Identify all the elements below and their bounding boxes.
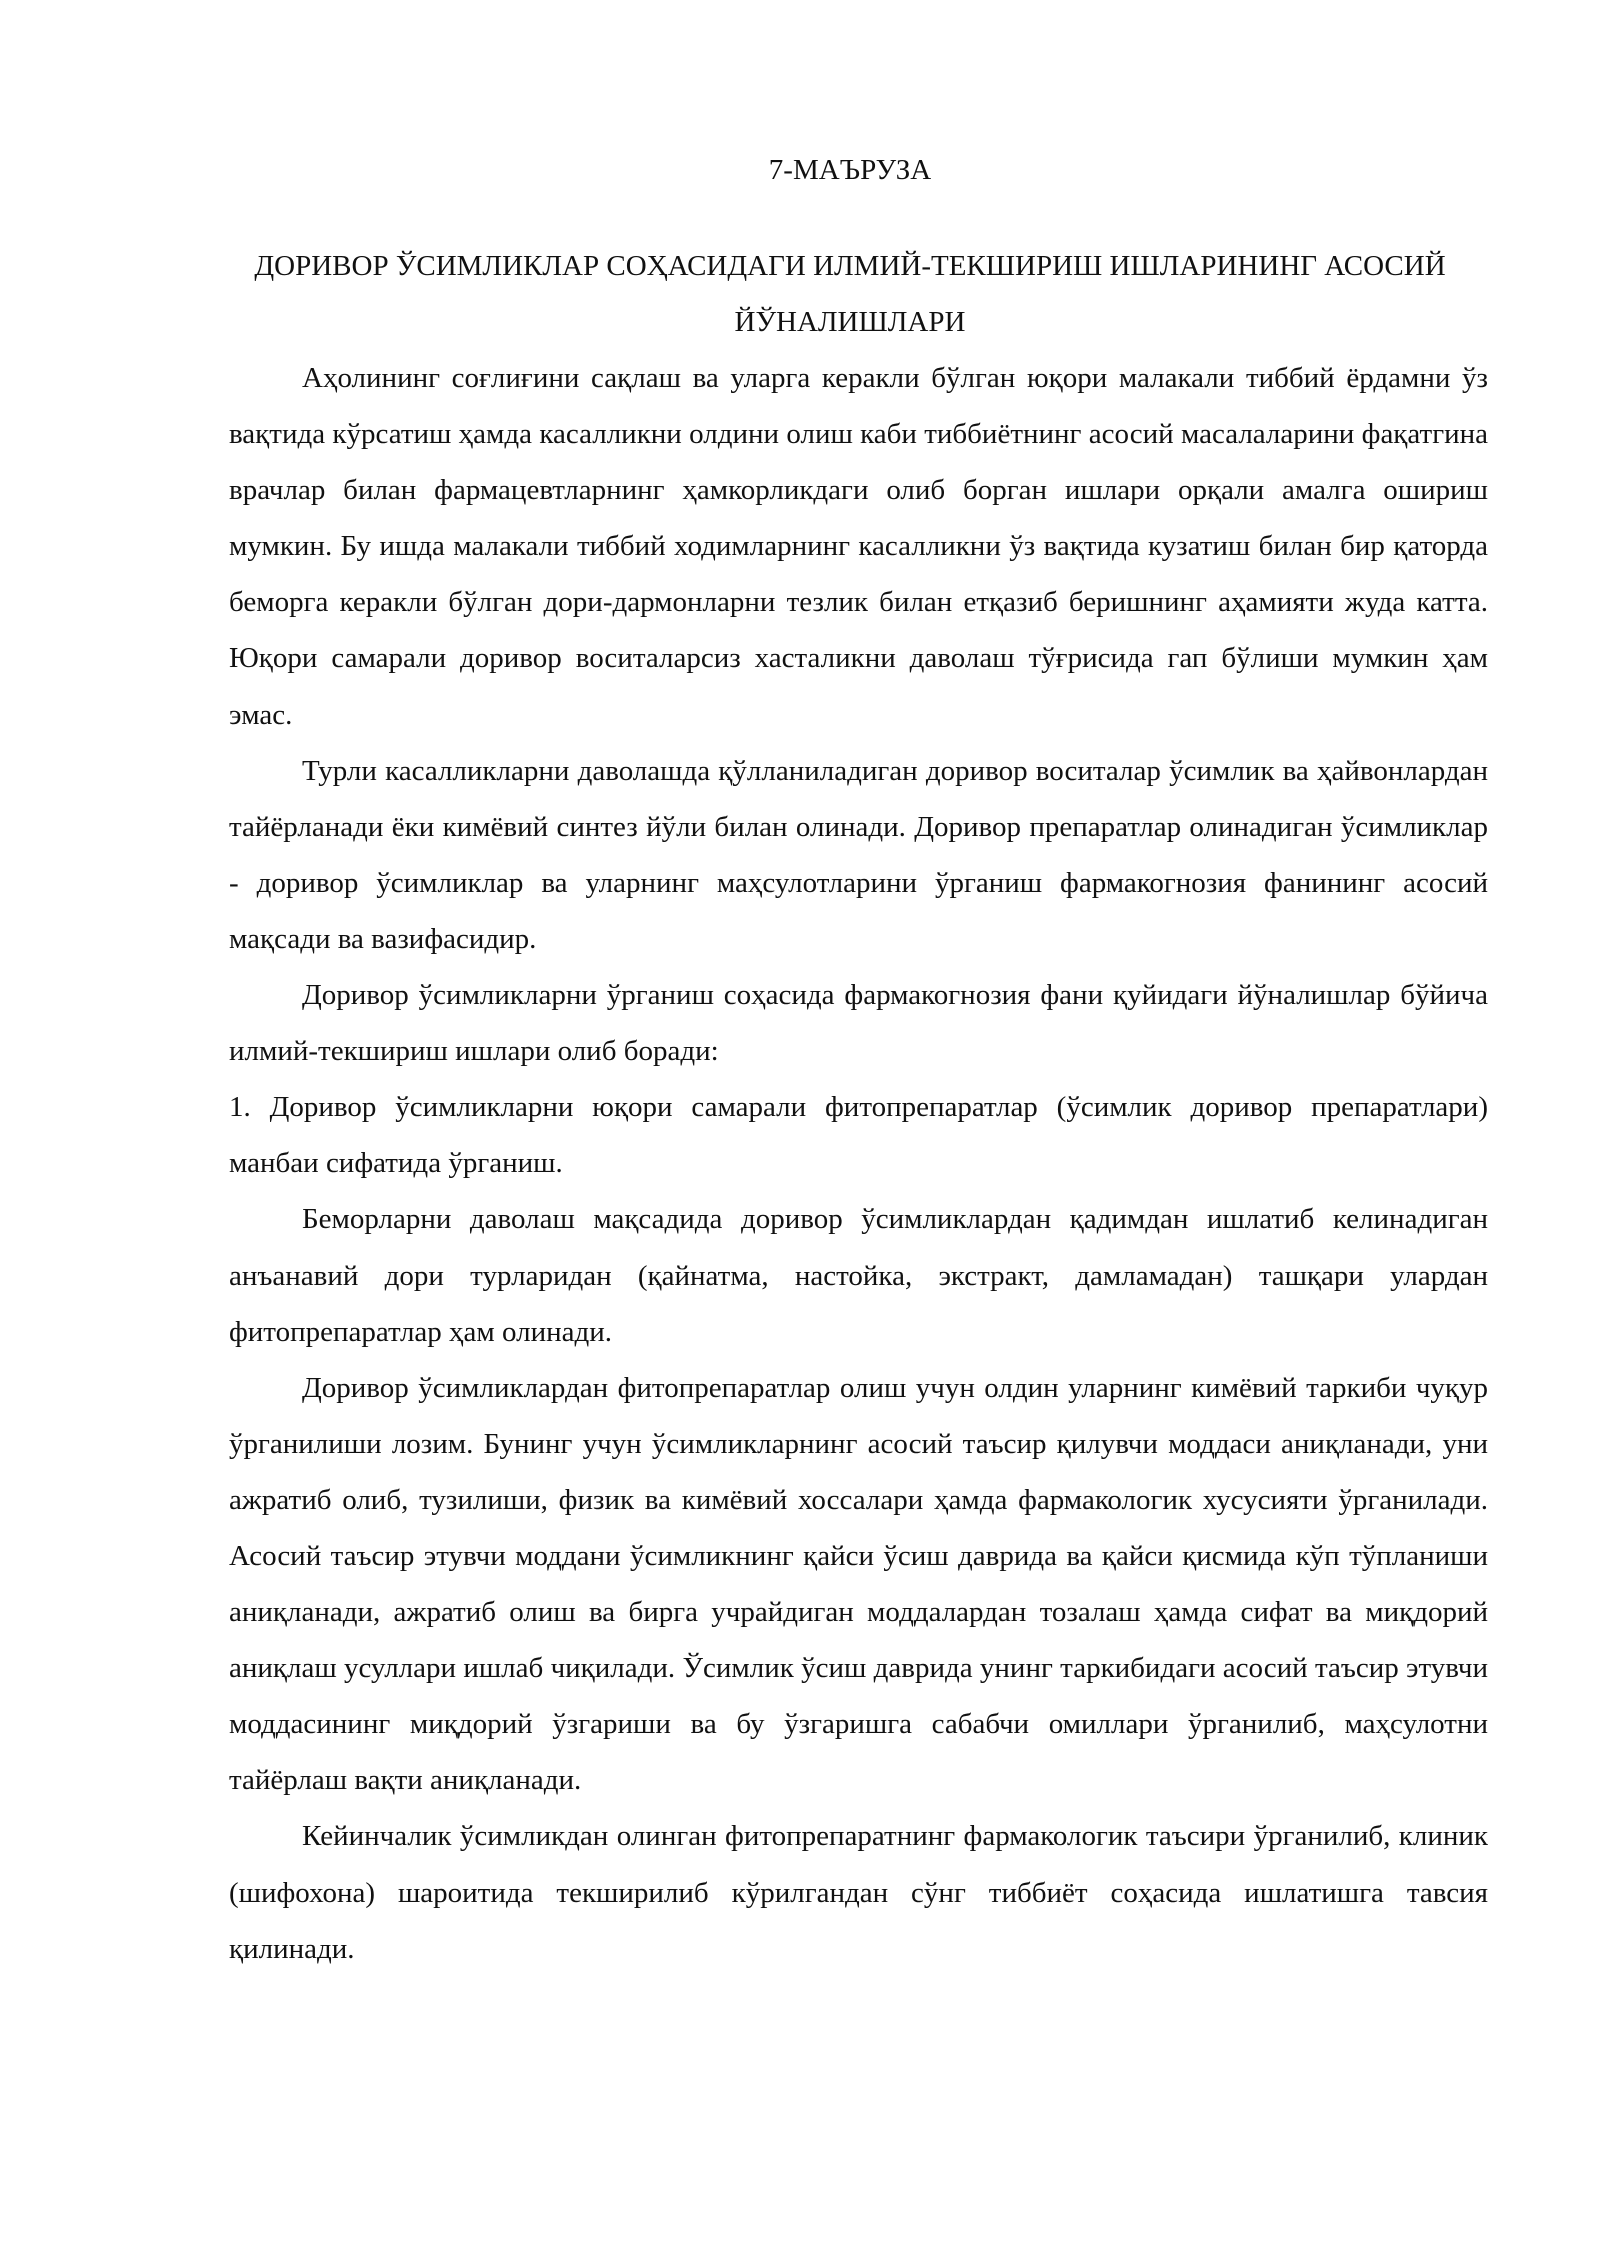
lecture-number: 7-МАЪРУЗА bbox=[768, 154, 932, 186]
lecture-title: ДОРИВОР ЎСИМЛИКЛАР СОҲАСИДАГИ ИЛМИЙ-ТЕКШИРИШ ИШЛАРИНИНГ АСОСИЙ ЙЎНАЛИШЛАРИ bbox=[254, 250, 1446, 338]
paragraph: Турли касалликларни даволашда қўлланиладиган доривор воситалар ўсимлик ва ҳайвонлардан тайёрланади ёки кимёвий синтез йўли билан олинади. Доривор препаратлар олинадиган ўсимликлар - доривор ўсимликлар ва уларнинг маҳсулотларини ўрганиш фармакогнозия фанининг асосий мақсади ва вазифасидир. bbox=[229, 754, 1488, 955]
paragraph: Доривор ўсимликлардан фитопрепаратлар олиш учун олдин уларнинг кимёвий таркиби чуқур ўрганилиши лозим. Бунинг учун ўсимликларнинг асосий таъсир қилувчи моддаси аниқланади, уни ажратиб олиб, тузилиши, физик ва кимёвий хоссалари ҳамда фармакологик хусусияти ўрганилади. Асосий таъсир этувчи моддани ўсимликнинг қайси ўсиш даврида ва қайси қисмида кўп тўпланиши аниқланади, ажратиб олиш ва бирга учрайдиган моддалардан тозалаш ҳамда сифат ва миқдорий аниқлаш усуллари ишлаб чиқилади. Ўсимлик ўсиш даврида унинг таркибидаги асосий таъсир этувчи моддасининг миқдорий ўзгариши ва бу ўзгаришга сабабчи омиллари ўрганилиб, маҳсулотни тайёрлаш вақти аниқланади. bbox=[229, 1371, 1488, 1797]
numbered-item: 1. Доривор ўсимликларни юқори самарали фитопрепаратлар (ўсимлик доривор препаратлари) манбаи сифатида ўрганиш. bbox=[229, 1091, 1488, 1180]
paragraph: Доривор ўсимликларни ўрганиш соҳасида фармакогнозия фани қуйидаги йўналишлар бўйича илмий-текшириш ишлари олиб боради: bbox=[229, 979, 1488, 1068]
lecture-body bbox=[229, 350, 1488, 1977]
paragraph: Кейинчалик ўсимликдан олинган фитопрепаратнинг фармакологик таъсири ўрганилиб, клиник (шифохона) шароитида текширилиб кўрилгандан сўнг тиббиёт соҳасида ишлатишга тавсия қилинади. bbox=[229, 1820, 1488, 1965]
paragraph: Аҳолининг соғлиғини сақлаш ва уларга керакли бўлган юқори малакали тиббий ёрдамни ўз вақтида кўрсатиш ҳамда касалликни олдини олиш каби тиббиётнинг асосий масалаларини фақатгина врачлар билан фармацевтларнинг ҳамкорликдаги олиб борган ишлари орқали амалга ошириш мумкин. Бу ишда малакали тиббий ходимларнинг касалликни ўз вақтида кузатиш билан бир қаторда беморга керакли бўлган дори-дармонларни тезлик билан етқазиб беришнинг аҳамияти жуда катта. Юқори самарали доривор воситаларсиз хасталикни даволаш тўғрисида гап бўлиши мумкин ҳам эмас. bbox=[229, 362, 1488, 731]
paragraph: Беморларни даволаш мақсадида доривор ўсимликлардан қадимдан ишлатиб келинадиган анъанавий дори турларидан (қайнатма, настойка, экстракт, дамламадан) ташқари улардан фитопрепаратлар ҳам олинади. bbox=[229, 1203, 1488, 1348]
